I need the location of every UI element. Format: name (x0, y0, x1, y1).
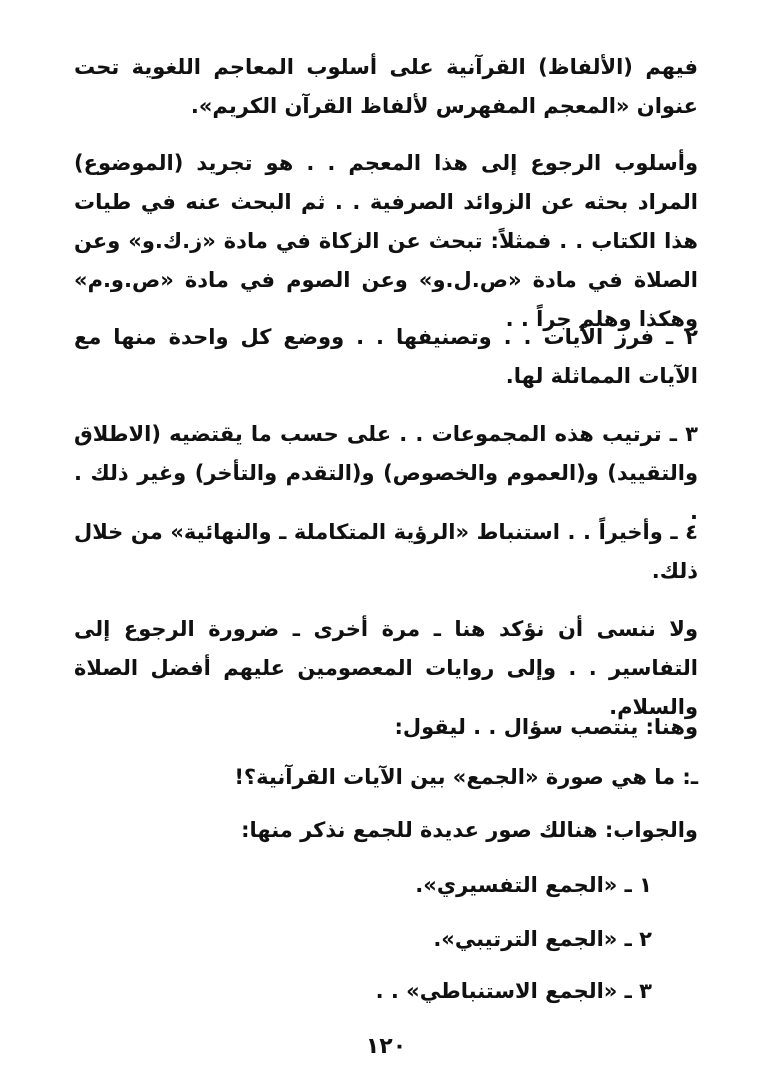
list-item-1: ١ ـ «الجمع التفسيري». (415, 873, 652, 897)
question-line: ـ: ما هي صورة «الجمع» بين الآيات القرآنية؟! (234, 765, 698, 789)
paragraph-6: ولا ننسى أن نؤكد هنا ـ مرة أخرى ـ ضرورة الرجوع إلى التفاسير . . وإلى روايات المعصومين عليهم أفضل الصلاة والسلام. (74, 617, 698, 719)
answer-line: والجواب: هنالك صور عديدة للجمع نذكر منها: (241, 818, 698, 842)
paragraph-3: ٢ ـ فرز الآيات . . وتصنيفها . . ووضع كل واحدة منها مع الآيات المماثلة لها. (74, 325, 698, 388)
paragraph-5: ٤ ـ وأخيراً . . استنباط «الرؤية المتكاملة ـ والنهائية» من خلال ذلك. (74, 520, 698, 583)
page-number: ١٢٠ (365, 1034, 407, 1059)
list-item-2: ٢ ـ «الجمع الترتيبي». (433, 927, 652, 951)
paragraph-4: ٣ ـ ترتيب هذه المجموعات . . على حسب ما يقتضيه (الاطلاق والتقييد) و(العموم والخصوص) و(التقدم والتأخر) وغير ذلك . . (74, 422, 698, 524)
paragraph-1: فيهم (الألفاظ) القرآنية على أسلوب المعاجم اللغوية تحت عنوان «المعجم المفهرس لألفاظ القرآن الكريم». (74, 55, 698, 118)
list-item-3: ٣ ـ «الجمع الاستنباطي» . . (375, 979, 652, 1003)
paragraph-2: وأسلوب الرجوع إلى هذا المعجم . . هو تجريد (الموضوع) المراد بحثه عن الزوائد الصرفية . . ثم البحث عنه في طيات هذا الكتاب . . فمثلاً: تبحث عن الزكاة في مادة «ز.ك.و» وعن الصلاة في مادة «ص.ل.و» وعن الصوم في مادة «ص.و.م» وهكذا وهلم جراً . . (74, 151, 698, 331)
question-intro-line: وهنا: ينتصب سؤال . . ليقول: (394, 715, 698, 739)
